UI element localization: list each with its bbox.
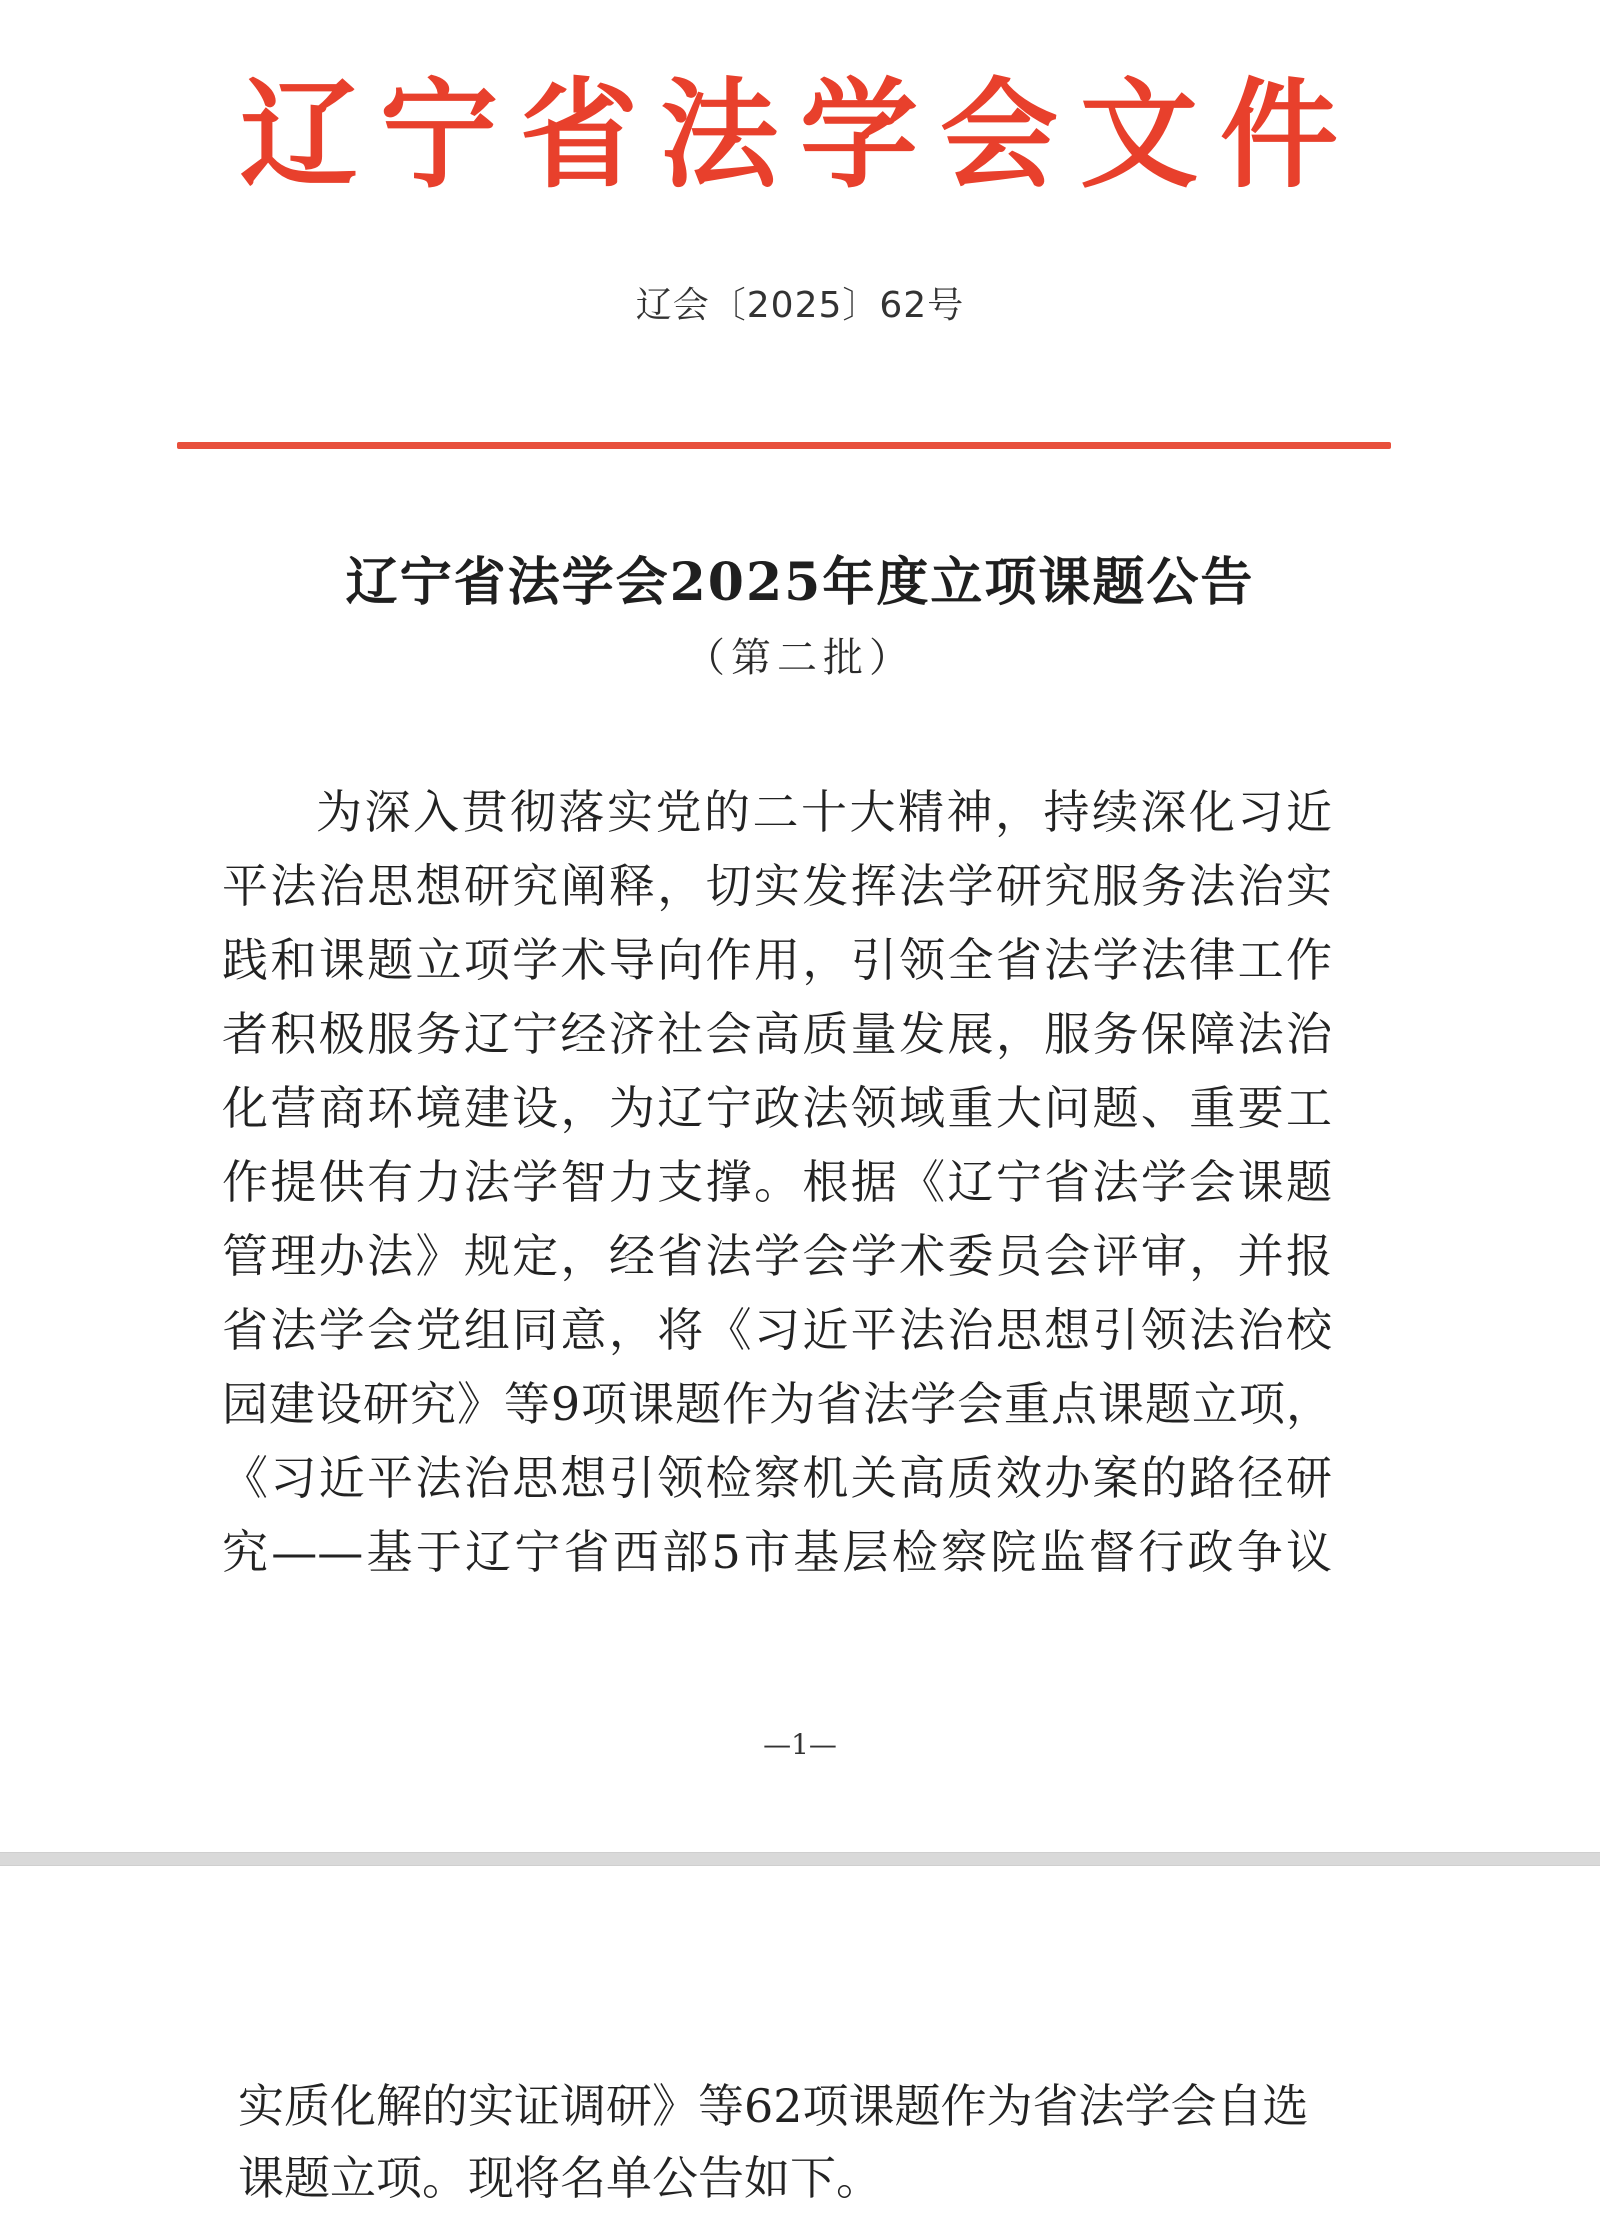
red-separator-line	[177, 442, 1391, 449]
document-masthead: 辽宁省法学会文件	[239, 66, 1360, 204]
page-number: —1—	[763, 1728, 837, 1761]
body-line: 究——基于辽宁省西部5市基层检察院监督行政争议	[222, 1525, 1332, 1579]
document-page-2	[0, 1866, 1600, 2228]
body-line: 《习近平法治思想引领检察机关高质效办案的路径研	[222, 1451, 1332, 1505]
body-paragraph-continued	[238, 2070, 1348, 2214]
body-line: 园建设研究》等9项课题作为省法学会重点课题立项，	[222, 1377, 1332, 1431]
body-line: 化营商环境建设，为辽宁政法领域重大问题、重要工	[222, 1081, 1332, 1135]
body-paragraph	[222, 775, 1332, 1589]
page-separator	[0, 1852, 1600, 1866]
document-subtitle: （第二批）	[685, 635, 915, 681]
body-line: 实质化解的实证调研》等62项课题作为省法学会自选	[238, 2079, 1309, 2133]
document-title: 辽宁省法学会2025年度立项课题公告	[345, 552, 1255, 613]
body-line: 践和课题立项学术导向作用，引领全省法学法律工作	[222, 933, 1332, 987]
document-number: 辽会〔2025〕62号	[635, 285, 965, 326]
body-line: 者积极服务辽宁经济社会高质量发展，服务保障法治	[222, 1007, 1332, 1061]
body-line: 作提供有力法学智力支撑。根据《辽宁省法学会课题	[222, 1155, 1332, 1209]
body-line: 平法治思想研究阐释，切实发挥法学研究服务法治实	[222, 859, 1332, 913]
body-line: 管理办法》规定，经省法学会学术委员会评审，并报	[222, 1229, 1332, 1283]
body-line: 课题立项。现将名单公告如下。	[238, 2151, 882, 2205]
body-line: 为深入贯彻落实党的二十大精神，持续深化习近	[316, 785, 1332, 839]
body-line: 省法学会党组同意，将《习近平法治思想引领法治校	[222, 1303, 1332, 1357]
